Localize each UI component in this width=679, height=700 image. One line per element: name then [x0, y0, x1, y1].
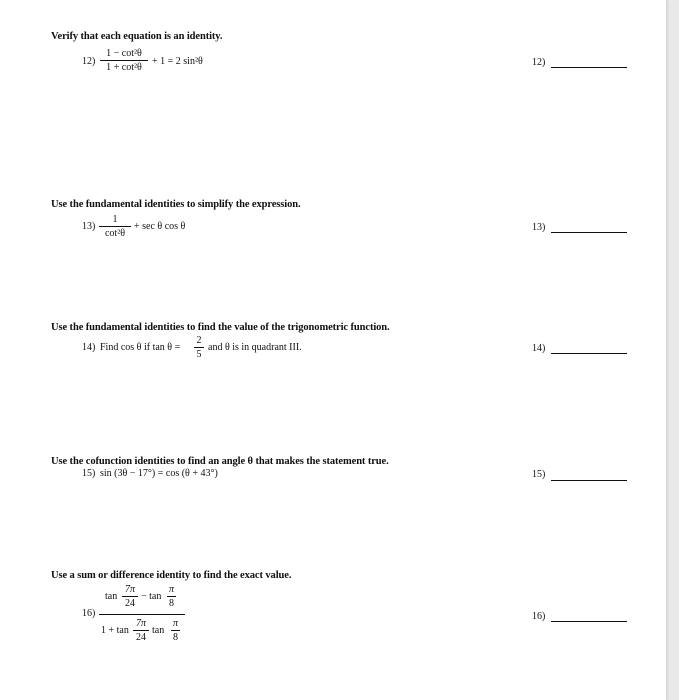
problem-14-rest: and θ is in quadrant III.: [208, 342, 302, 353]
fraction-numerator: 7π: [124, 584, 135, 595]
fraction-12-numerator: 1 − cot²θ: [106, 48, 142, 59]
fraction-14-numerator: 2: [196, 335, 202, 346]
fraction-13-denominator: cot²θ: [104, 228, 125, 239]
main-fraction-bar: [99, 614, 185, 615]
problem-12-rest: + 1 = 2 sin²θ: [152, 56, 203, 67]
fraction-denominator: 24: [136, 632, 146, 643]
fraction-denominator: 24: [125, 598, 135, 609]
fraction-bar: [122, 596, 138, 597]
problem-number-12: 12): [82, 56, 96, 67]
problem-number-15: 15): [82, 468, 96, 479]
section-heading-13: Use the fundamental identities to simplify the expression.: [51, 199, 301, 210]
problem-number-14: 14): [82, 342, 96, 353]
problem-15-text: sin (3θ − 17°) = cos (θ + 43°): [100, 468, 218, 479]
fraction-numerator: 7π: [135, 618, 146, 629]
answer-blank-12[interactable]: [551, 67, 627, 68]
fraction-14-denominator: 5: [196, 349, 202, 360]
answer-blank-13[interactable]: [551, 232, 627, 233]
answer-label-13: 13): [532, 222, 546, 233]
answer-label-14: 14): [532, 343, 546, 354]
section-heading-12: Verify that each equation is an identity.: [51, 31, 223, 42]
fraction-bar: [194, 347, 204, 348]
answer-blank-15[interactable]: [551, 480, 627, 481]
fraction-bar: [171, 630, 180, 631]
answer-blank-16[interactable]: [551, 621, 627, 622]
fraction-bar: [99, 226, 131, 227]
problem-13-rest: + sec θ cos θ: [134, 221, 186, 232]
fraction-14: [194, 335, 204, 360]
fraction-13-numerator: 1: [112, 214, 118, 225]
problem-16-top-tan: tan: [105, 591, 118, 602]
section-heading-14: Use the fundamental identities to find the value of the trigonometric function.: [51, 322, 390, 333]
fraction-16-bottom-b: [171, 618, 180, 643]
fraction-numerator: π: [168, 584, 174, 595]
fraction-bar: [133, 630, 149, 631]
fraction-16-bottom-a: [133, 618, 149, 643]
fraction-bar: [100, 60, 148, 61]
fraction-16-top-b: [167, 584, 176, 609]
problem-16-top-minus: − tan: [141, 591, 162, 602]
fraction-numerator: π: [172, 618, 178, 629]
problem-16-bottom-lead: 1 + tan: [101, 625, 129, 636]
problem-16-bottom-tan: tan: [152, 625, 165, 636]
section-heading-15: Use the cofunction identities to find an angle θ that makes the statement true.: [51, 456, 389, 467]
fraction-bar: [167, 596, 176, 597]
fraction-12: [100, 48, 148, 73]
fraction-denominator: 8: [169, 598, 174, 609]
fraction-13: [99, 214, 131, 239]
section-heading-16: Use a sum or difference identity to find the exact value.: [51, 570, 292, 581]
answer-label-16: 16): [532, 611, 546, 622]
answer-label-15: 15): [532, 469, 546, 480]
fraction-denominator: 8: [173, 632, 178, 643]
problem-14-lead: Find cos θ if tan θ =: [100, 342, 181, 353]
answer-label-12: 12): [532, 57, 546, 68]
answer-blank-14[interactable]: [551, 353, 627, 354]
fraction-12-denominator: 1 + cot²θ: [106, 62, 142, 73]
problem-number-16: 16): [82, 608, 96, 619]
problem-number-13: 13): [82, 221, 96, 232]
fraction-16-top-a: [122, 584, 138, 609]
